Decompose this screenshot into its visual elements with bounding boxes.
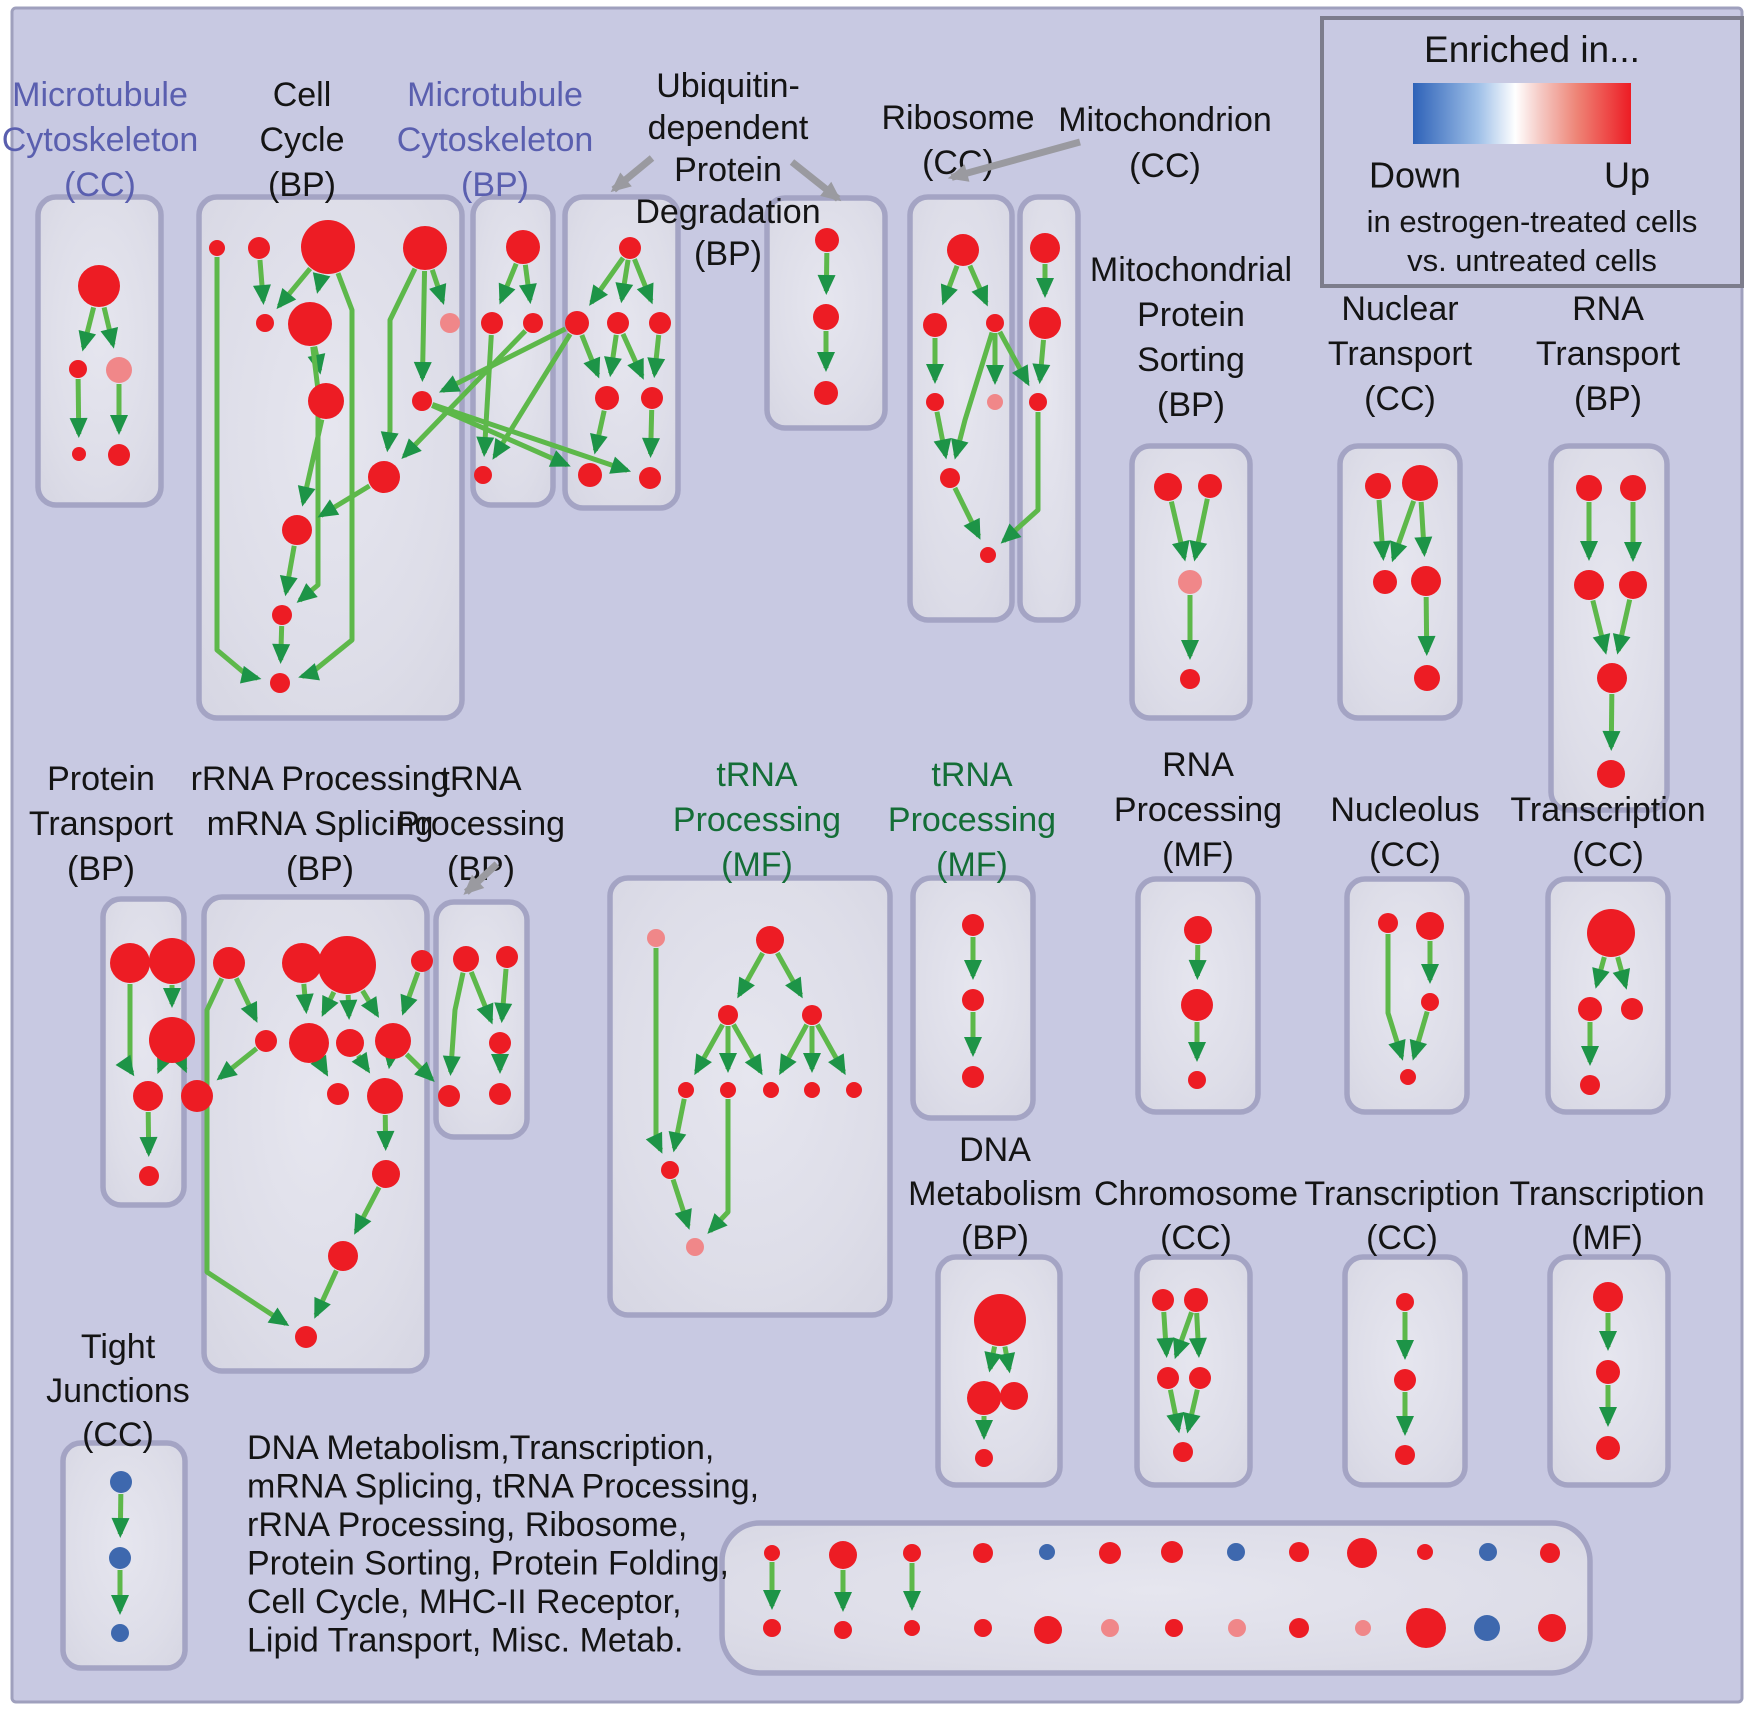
cluster-label-protein-transport-line3: (BP) — [67, 849, 135, 888]
node-misc-strip-sa2 — [829, 1541, 857, 1569]
node-ubiquitin-degradation-ud6 — [641, 387, 663, 409]
node-mito-protein-sorting-ms1 — [1154, 473, 1182, 501]
node-misc-strip-sb6 — [1101, 1619, 1119, 1637]
edge-pt1-pt4 — [130, 984, 132, 1073]
node-trna-mf-1-t6 — [720, 1082, 736, 1098]
cluster-label-rna-transport-line2: Transport — [1535, 334, 1681, 373]
node-ribosome-rb4 — [926, 393, 944, 411]
node-mt-bp-mb4 — [474, 466, 492, 484]
node-ubiquitin-degradation-ud2 — [565, 311, 589, 335]
node-dna-metabolism-dm2 — [967, 1381, 1001, 1415]
node-rrna-mrna-rr6 — [289, 1023, 329, 1063]
node-mito-protein-sorting-ms2 — [1198, 474, 1222, 498]
node-protein-transport-pt1 — [110, 943, 150, 983]
cluster-label-mt-cc-line3: (CC) — [64, 165, 136, 204]
cluster-label-mito-protein-sorting-line1: Mitochondrial — [1089, 250, 1293, 289]
annotation-line-3: rRNA Processing, Ribosome, — [247, 1505, 688, 1544]
node-ubiquitin-chain-uc3 — [814, 381, 838, 405]
node-misc-strip-sb5 — [1034, 1616, 1062, 1644]
node-transcription-mf-tm1 — [1593, 1282, 1623, 1312]
cluster-label-tight-junctions-line2: Junctions — [46, 1371, 190, 1410]
node-nucleolus-nu4 — [1400, 1069, 1416, 1085]
cluster-label-rna-processing-mf-line2: Processing — [1113, 790, 1283, 829]
cluster-label-cell-cycle-line2: Cycle — [259, 120, 345, 159]
cluster-label-mt-bp-line1: Microtubule — [407, 75, 583, 114]
node-cell-cycle-cc1 — [209, 240, 225, 256]
node-mt-bp-mb1 — [506, 230, 540, 264]
node-transcription-cc-row3-t33 — [1395, 1445, 1415, 1465]
cluster-label-mitochondrion-line1: Mitochondrion — [1058, 100, 1272, 139]
node-mitochondrion-mo3 — [1029, 393, 1047, 411]
node-ribosome-rb3 — [986, 314, 1004, 332]
node-misc-strip-sa3 — [903, 1544, 921, 1562]
node-rna-transport-rt3 — [1574, 570, 1604, 600]
node-misc-strip-sa13 — [1540, 1543, 1560, 1563]
node-rrna-mrna-rr13 — [328, 1241, 358, 1271]
node-misc-strip-sa12 — [1479, 1543, 1497, 1561]
node-rna-transport-rt4 — [1619, 571, 1647, 599]
node-transcription-cc-row2-tc1 — [1587, 909, 1635, 957]
node-ubiquitin-degradation-ud8 — [639, 467, 661, 489]
node-misc-strip-sa11 — [1417, 1544, 1433, 1560]
cluster-label-trna-bp-line3: (BP) — [447, 849, 515, 888]
node-cell-cycle-cc13 — [270, 673, 290, 693]
cluster-label-ubiquitin-degradation-line2: dependent — [647, 108, 809, 147]
cluster-label-trna-mf-1-line3: (MF) — [721, 845, 793, 884]
edge-nt4-nt5 — [1426, 597, 1427, 652]
node-trna-mf-1-t8 — [804, 1082, 820, 1098]
edge-nt2-nt4 — [1421, 502, 1424, 553]
cluster-label-transcription-cc-row2-line2: (CC) — [1572, 835, 1644, 874]
cluster-box-dna-metabolism — [938, 1257, 1060, 1485]
node-ubiquitin-degradation-ud1 — [619, 237, 641, 259]
node-transcription-cc-row2-tc3 — [1621, 998, 1643, 1020]
node-misc-strip-sa7 — [1161, 1541, 1183, 1563]
cluster-label-rrna-mrna-line1: rRNA Processing — [190, 759, 450, 798]
cluster-label-transcription-mf-line1: Transcription — [1509, 1174, 1705, 1213]
node-rrna-mrna-rr5 — [255, 1030, 277, 1052]
cluster-label-mt-cc-line1: Microtubule — [12, 75, 188, 114]
node-ubiquitin-chain-uc1 — [815, 228, 839, 252]
node-ribosome-rb2 — [923, 313, 947, 337]
cluster-label-nucleolus-line2: (CC) — [1369, 835, 1441, 874]
node-misc-strip-sa5 — [1039, 1544, 1055, 1560]
cluster-box-mt-cc — [38, 197, 161, 505]
node-mito-protein-sorting-ms4 — [1180, 669, 1200, 689]
cluster-box-nuclear-transport — [1340, 446, 1460, 718]
annotation-line-6: Lipid Transport, Misc. Metab. — [247, 1621, 684, 1660]
cluster-label-ubiquitin-degradation-line4: Degradation — [635, 192, 821, 231]
node-chromosome-ch3 — [1157, 1367, 1179, 1389]
edge-ud6-ud8 — [651, 410, 652, 454]
node-trna-mf-1-t2 — [756, 926, 784, 954]
node-nucleolus-nu3 — [1421, 993, 1439, 1011]
edge-rr2-rr6 — [304, 984, 306, 1010]
cluster-label-chromosome-line1: Chromosome — [1093, 1174, 1299, 1213]
cluster-label-nuclear-transport-line3: (CC) — [1364, 379, 1436, 418]
cluster-label-protein-transport-line2: Transport — [28, 804, 174, 843]
node-ribosome-rb1 — [947, 234, 979, 266]
cluster-label-rrna-mrna-line3: (BP) — [286, 849, 354, 888]
node-trna-mf-1-t10 — [661, 1161, 679, 1179]
node-misc-strip-sa4 — [973, 1543, 993, 1563]
node-misc-strip-sb1 — [763, 1619, 781, 1637]
node-mt-cc-mc2 — [69, 360, 87, 378]
cluster-label-mito-protein-sorting-line3: Sorting — [1137, 340, 1245, 379]
cluster-label-ubiquitin-degradation-line3: Protein — [674, 150, 782, 189]
node-ribosome-rb6 — [940, 468, 960, 488]
node-ribosome-rb7 — [980, 547, 996, 563]
node-ubiquitin-chain-uc2 — [813, 304, 839, 330]
node-trna-bp-tb2 — [496, 946, 518, 968]
node-rrna-mrna-rr2 — [282, 943, 322, 983]
node-cell-cycle-cc10 — [368, 461, 400, 493]
node-rna-transport-rt2 — [1620, 475, 1646, 501]
cluster-label-dna-metabolism-line2: Metabolism — [908, 1174, 1082, 1213]
node-nuclear-transport-nt4 — [1411, 566, 1441, 596]
node-cell-cycle-cc2 — [248, 237, 270, 259]
node-dna-metabolism-dm4 — [975, 1449, 993, 1467]
cluster-label-ribosome-line2: (CC) — [922, 143, 994, 182]
cluster-label-cell-cycle-line3: (BP) — [268, 165, 336, 204]
cluster-label-trna-mf-2-line1: tRNA — [931, 755, 1013, 794]
cluster-label-nuclear-transport-line1: Nuclear — [1341, 289, 1459, 328]
edge-pt4-pt5 — [148, 1112, 149, 1153]
node-mt-cc-mc5 — [108, 444, 130, 466]
annotation-line-1: DNA Metabolism,Transcription, — [247, 1428, 715, 1467]
node-trna-mf-1-t4 — [802, 1005, 822, 1025]
node-rna-transport-rt6 — [1597, 760, 1625, 788]
node-misc-strip-sa1 — [764, 1545, 780, 1561]
node-cell-cycle-cc8 — [308, 383, 344, 419]
cluster-label-transcription-cc-row3-line2: (CC) — [1366, 1218, 1438, 1257]
cluster-label-mito-protein-sorting-line2: Protein — [1137, 295, 1245, 334]
node-misc-strip-sb3 — [904, 1620, 920, 1636]
node-trna-bp-tb4 — [438, 1085, 460, 1107]
cluster-label-trna-mf-1-line1: tRNA — [716, 755, 798, 794]
node-cell-cycle-cc5 — [256, 314, 274, 332]
node-misc-strip-sb4 — [974, 1619, 992, 1637]
node-cell-cycle-cc7 — [440, 313, 460, 333]
node-protein-transport-pt3 — [149, 1017, 195, 1063]
node-trna-bp-tb1 — [453, 946, 479, 972]
node-nucleolus-nu2 — [1416, 912, 1444, 940]
node-chromosome-ch5 — [1173, 1442, 1193, 1462]
node-cell-cycle-cc6 — [288, 302, 332, 346]
cluster-label-tight-junctions-line1: Tight — [80, 1327, 156, 1366]
node-nuclear-transport-nt5 — [1414, 665, 1440, 691]
annotation-line-5: Cell Cycle, MHC-II Receptor, — [247, 1582, 682, 1621]
node-transcription-cc-row3-t31 — [1396, 1293, 1414, 1311]
node-misc-strip-sb10 — [1355, 1620, 1371, 1636]
node-trna-mf-1-t1 — [647, 929, 665, 947]
cluster-label-transcription-cc-row3-line1: Transcription — [1304, 1174, 1500, 1213]
node-tight-junctions-tj2 — [109, 1547, 131, 1569]
node-rna-processing-mf-rp2 — [1181, 989, 1213, 1021]
cluster-box-rna-transport — [1551, 446, 1667, 810]
node-misc-strip-sb13 — [1538, 1614, 1566, 1642]
cross-edge-pt3-rr9 — [182, 1062, 185, 1070]
node-nucleolus-nu1 — [1378, 913, 1398, 933]
node-rrna-mrna-rr1 — [213, 947, 245, 979]
cluster-label-nuclear-transport-line2: Transport — [1327, 334, 1473, 373]
edge-rr3-rr7 — [348, 995, 349, 1016]
cluster-label-mt-cc-line2: Cytoskeleton — [1, 120, 199, 159]
node-misc-strip-sa6 — [1099, 1542, 1121, 1564]
cluster-label-mt-bp-line2: Cytoskeleton — [396, 120, 594, 159]
legend-subtitle-line2: vs. untreated cells — [1407, 243, 1657, 279]
node-protein-transport-pt4 — [133, 1081, 163, 1111]
node-cell-cycle-cc3 — [301, 220, 355, 274]
node-transcription-mf-tm2 — [1596, 1360, 1620, 1384]
edge-rt5-rt6 — [1611, 694, 1612, 747]
node-trna-mf-1-t7 — [763, 1082, 779, 1098]
cluster-label-rna-transport-line1: RNA — [1572, 289, 1644, 328]
node-trna-mf-1-t3 — [718, 1005, 738, 1025]
cluster-label-cell-cycle-line1: Cell — [272, 75, 332, 114]
edge-ch1-ch3 — [1164, 1312, 1167, 1354]
edge-cc3-cc6 — [318, 274, 322, 290]
node-ubiquitin-degradation-ud7 — [578, 463, 602, 487]
node-cell-cycle-cc4 — [403, 226, 447, 270]
node-misc-strip-sb8 — [1228, 1619, 1246, 1637]
node-misc-strip-sa8 — [1227, 1543, 1245, 1561]
node-mt-bp-mb2 — [481, 312, 503, 334]
edge-cc12-cc13 — [281, 626, 282, 660]
node-cell-cycle-cc9 — [412, 391, 432, 411]
cluster-label-ribosome-line1: Ribosome — [881, 98, 1035, 137]
legend-down-label: Down — [1368, 154, 1462, 196]
node-misc-strip-sa9 — [1289, 1542, 1309, 1562]
node-trna-mf-2-u22 — [962, 989, 984, 1011]
node-protein-transport-pt2 — [149, 938, 195, 984]
cluster-label-ubiquitin-degradation-line1: Ubiquitin- — [656, 66, 800, 105]
cluster-label-dna-metabolism-line1: DNA — [959, 1130, 1031, 1169]
node-trna-mf-1-t5 — [678, 1082, 694, 1098]
annotation-line-2: mRNA Splicing, tRNA Processing, — [247, 1467, 760, 1506]
node-nuclear-transport-nt1 — [1365, 473, 1391, 499]
cluster-label-trna-mf-1-line2: Processing — [672, 800, 842, 839]
node-trna-mf-2-u21 — [962, 914, 984, 936]
cluster-label-trna-mf-2-line2: Processing — [887, 800, 1057, 839]
edge-cc2-cc5 — [260, 260, 263, 301]
node-cell-cycle-cc11 — [282, 515, 312, 545]
node-rna-transport-rt1 — [1576, 475, 1602, 501]
cluster-label-transcription-cc-row2-line1: Transcription — [1510, 790, 1706, 829]
edge-tj1-tj2 — [120, 1494, 121, 1534]
cluster-label-transcription-mf-line2: (MF) — [1571, 1218, 1643, 1257]
annotation-line-4: Protein Sorting, Protein Folding, — [247, 1544, 729, 1583]
cluster-label-tight-junctions-line3: (CC) — [82, 1415, 154, 1454]
node-rna-processing-mf-rp1 — [1184, 916, 1212, 944]
node-rrna-mrna-rr9 — [181, 1080, 213, 1112]
node-dna-metabolism-dm1 — [974, 1294, 1026, 1346]
node-misc-strip-sb7 — [1165, 1619, 1183, 1637]
node-rna-transport-rt5 — [1597, 663, 1627, 693]
node-tight-junctions-tj3 — [111, 1624, 129, 1642]
cluster-label-ubiquitin-degradation-line5: (BP) — [694, 234, 762, 273]
node-rrna-mrna-rr10 — [327, 1083, 349, 1105]
node-misc-strip-sa10 — [1347, 1538, 1377, 1568]
node-misc-strip-sb12 — [1474, 1615, 1500, 1641]
cluster-label-mt-bp-line3: (BP) — [461, 165, 529, 204]
node-chromosome-ch4 — [1189, 1367, 1211, 1389]
node-cell-cycle-cc12 — [272, 605, 292, 625]
node-trna-mf-1-t9 — [846, 1082, 862, 1098]
node-transcription-cc-row2-tc4 — [1580, 1075, 1600, 1095]
node-ubiquitin-degradation-ud5 — [595, 386, 619, 410]
node-ribosome-rb5 — [987, 394, 1003, 410]
node-transcription-cc-row2-tc2 — [1578, 997, 1602, 1021]
cluster-label-chromosome-line2: (CC) — [1160, 1218, 1232, 1257]
node-rrna-mrna-rr11 — [367, 1078, 403, 1114]
node-nuclear-transport-nt3 — [1373, 570, 1397, 594]
node-nuclear-transport-nt2 — [1402, 465, 1438, 501]
edge-rr8-rr11 — [389, 1060, 390, 1066]
legend-up-label: Up — [1603, 154, 1651, 196]
node-rrna-mrna-rr8 — [375, 1023, 411, 1059]
node-trna-bp-tb5 — [489, 1083, 511, 1105]
cluster-label-rrna-mrna-line2: mRNA Splicing — [206, 804, 434, 843]
cluster-label-trna-bp-line1: tRNA — [440, 759, 522, 798]
cluster-label-trna-bp-line2: Processing — [396, 804, 566, 843]
node-trna-bp-tb3 — [489, 1032, 511, 1054]
node-rrna-mrna-rr4 — [411, 950, 433, 972]
node-ubiquitin-degradation-ud3 — [607, 312, 629, 334]
edge-mc2-mc4 — [78, 379, 79, 434]
node-trna-mf-2-u23 — [962, 1066, 984, 1088]
node-mt-cc-mc3 — [106, 357, 132, 383]
edge-pt3-pt4 — [159, 1062, 163, 1070]
node-rrna-mrna-rr3 — [318, 936, 376, 994]
node-mt-cc-mc4 — [72, 447, 86, 461]
node-misc-strip-sb9 — [1289, 1618, 1309, 1638]
node-mitochondrion-mo2 — [1029, 307, 1061, 339]
edge-ch2-ch4 — [1197, 1313, 1199, 1354]
node-misc-strip-sb11 — [1406, 1608, 1446, 1648]
node-chromosome-ch1 — [1152, 1289, 1174, 1311]
cluster-label-rna-processing-mf-line3: (MF) — [1162, 835, 1234, 874]
cluster-label-trna-mf-2-line3: (MF) — [936, 845, 1008, 884]
legend-title: Enriched in... — [1424, 28, 1640, 70]
node-ubiquitin-degradation-ud4 — [649, 312, 671, 334]
node-rrna-mrna-rr12 — [372, 1160, 400, 1188]
cluster-label-rna-processing-mf-line1: RNA — [1162, 745, 1234, 784]
node-protein-transport-pt5 — [139, 1166, 159, 1186]
node-rna-processing-mf-rp3 — [1188, 1071, 1206, 1089]
node-mito-protein-sorting-ms3 — [1178, 570, 1202, 594]
node-misc-strip-sb2 — [834, 1621, 852, 1639]
node-dna-metabolism-dm3 — [1000, 1382, 1028, 1410]
cluster-label-nucleolus-line1: Nucleolus — [1330, 790, 1480, 829]
node-mt-bp-mb3 — [523, 313, 543, 333]
node-mt-cc-mc1 — [78, 265, 120, 307]
node-mitochondrion-mo1 — [1030, 233, 1060, 263]
legend-gradient-bar — [1413, 83, 1631, 144]
legend-subtitle-line1: in estrogen-treated cells — [1366, 204, 1698, 240]
node-tight-junctions-tj1 — [110, 1471, 132, 1493]
node-rrna-mrna-rr7 — [336, 1029, 364, 1057]
cluster-label-mitochondrion-line2: (CC) — [1129, 146, 1201, 185]
node-transcription-cc-row3-t32 — [1394, 1369, 1416, 1391]
node-transcription-mf-tm3 — [1596, 1436, 1620, 1460]
edge-mo2-mo3 — [1040, 340, 1044, 380]
cluster-label-rna-transport-line3: (BP) — [1574, 379, 1642, 418]
node-chromosome-ch2 — [1184, 1288, 1208, 1312]
cluster-label-mito-protein-sorting-line4: (BP) — [1157, 385, 1225, 424]
node-trna-mf-1-t11 — [686, 1238, 704, 1256]
cluster-label-protein-transport-line1: Protein — [47, 759, 155, 798]
node-rrna-mrna-rr14 — [295, 1326, 317, 1348]
edge-cc4-cc9 — [422, 271, 424, 378]
cluster-label-dna-metabolism-line3: (BP) — [961, 1218, 1029, 1257]
